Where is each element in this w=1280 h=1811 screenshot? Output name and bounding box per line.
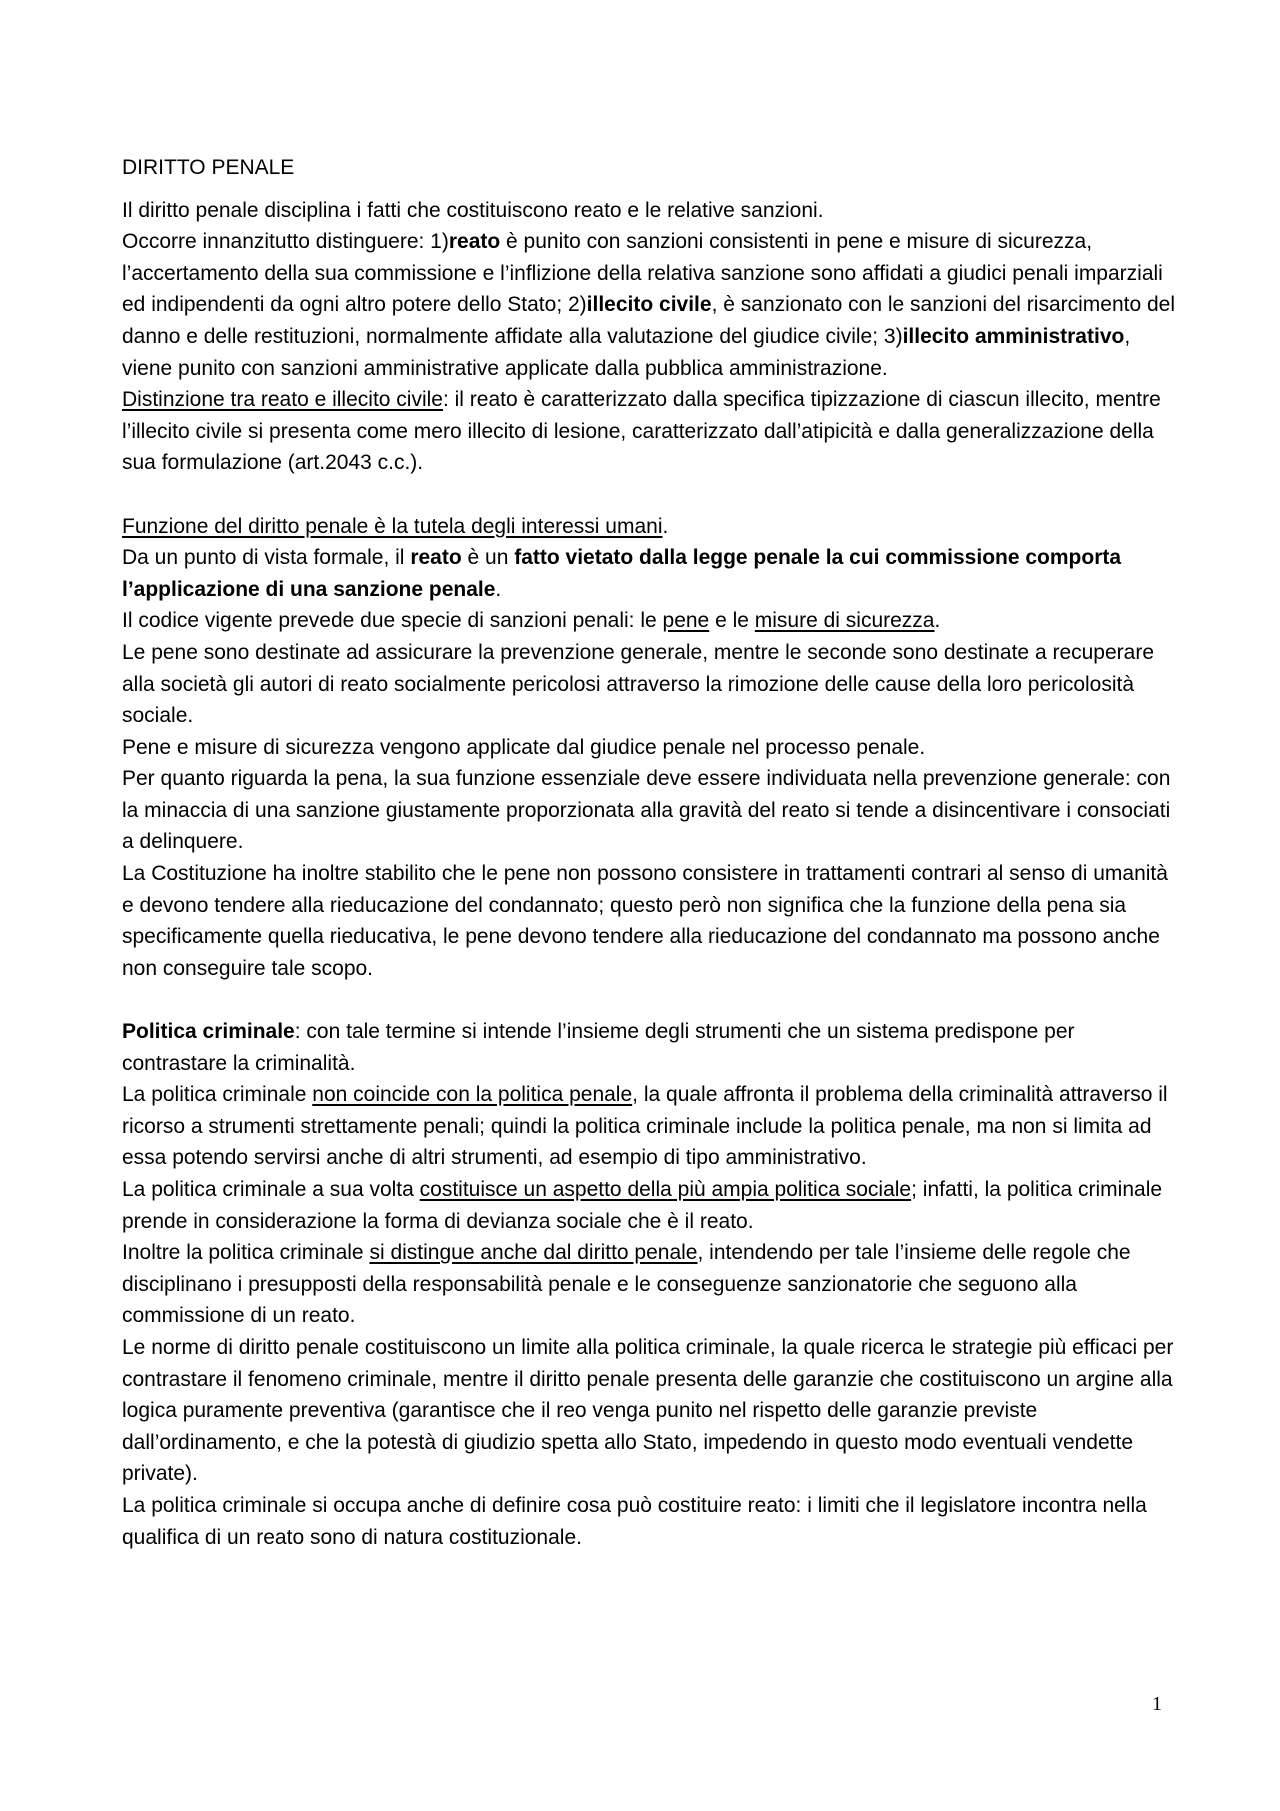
paragraph-pene: Le pene sono destinate ad assicurare la prevenzione generale, mentre le seconde sono destinate a recuperare alla società gli autori di reato socialmente pericolosi attraverso la rimozione delle cause della loro pericolosità sociale. <box>122 640 1155 728</box>
underlined-term-misure: misure di sicurezza <box>754 609 935 633</box>
underlined-heading: Distinzione tra reato e illecito civile <box>122 388 443 412</box>
paragraph-reato-formale: Da un punto di vista formale, il reato è un fatto vietato dalla legge penale la cui commissione comporta l’applicazione di una sanzione penale. <box>122 546 1122 601</box>
paragraph-funzione: Funzione del diritto penale è la tutela degli interessi umani. <box>122 514 669 538</box>
paragraph-norme: Le norme di diritto penale costituiscono un limite alla politica criminale, la quale ricerca le strategie più efficaci per contrastare il fenomeno criminale, mentre il diritto penale presenta delle garanzie che costituiscono un argine alla logica puramente preventiva (garantisce che il reo venga punito nel rispetto delle garanzie previste dall’ordinamento, e che la potestà di giudizio spetta allo Stato, impedendo in questo modo eventuali vendette private). <box>122 1335 1174 1486</box>
term-illecito-amministrativo: illecito amministrativo <box>902 324 1125 348</box>
paragraph-gap <box>122 479 1182 511</box>
paragraph-applicazione: Pene e misure di sicurezza vengono applicate dal giudice penale nel processo penale. <box>122 735 926 759</box>
paragraph-limiti: La politica criminale si occupa anche di definire cosa può costituire reato: i limiti che il legislatore incontra nella qualifica di un reato sono di natura costituzionale. <box>122 1493 1147 1549</box>
underlined-phrase: si distingue anche dal diritto penale <box>369 1241 698 1265</box>
paragraph-gap <box>122 984 1182 1016</box>
underlined-phrase: non coincide con la politica penale <box>312 1083 633 1107</box>
underlined-term-pene: pene <box>662 609 710 633</box>
term-fatto-vietato: fatto vietato dalla legge penale la cui commissione comporta l’applicazione di una sanzione penale <box>122 546 1122 601</box>
paragraph-politica-penale: La politica criminale non coincide con la politica penale, la quale affronta il problema della criminalità attraverso il ricorso a strumenti strettamente penali; quindi la politica criminale include la politica penale, ma non si limita ad essa potendo servirsi anche di altri strumenti, ad esempio di tipo amministrativo. <box>122 1083 1168 1170</box>
paragraph-costituzione: La Costituzione ha inoltre stabilito che le pene non possono consistere in trattamenti contrari al senso di umanità e devono tendere alla rieducazione del condannato; questo però non significa che la funzione della pena sia specificamente quella rieducativa, le pene devono tendere alla rieducazione del condannato ma possono anche non conseguire tale scopo. <box>122 862 1168 980</box>
paragraph-politica-sociale: La politica criminale a sua volta costituisce un aspetto della più ampia politica sociale; infatti, la politica criminale prende in considerazione la forma di devianza sociale che è il reato. <box>122 1178 1163 1233</box>
page-title: DIRITTO PENALE <box>122 156 295 179</box>
page-content <box>122 152 1182 1553</box>
underlined-phrase: costituisce un aspetto della più ampia politica sociale <box>419 1178 912 1201</box>
paragraph-definition: Il diritto penale disciplina i fatti che costituiscono reato e le relative sanzioni. <box>122 198 824 222</box>
term-reato: reato <box>410 546 462 570</box>
underlined-heading: Funzione del diritto penale è la tutela degli interessi umani <box>122 514 663 538</box>
paragraph-funzione-pena: Per quanto riguarda la pena, la sua funzione essenziale deve essere individuata nella prevenzione generale: con la minaccia di una sanzione giustamente proporzionata alla gravità del reato si tende a disincentivare i consociati a delinquere. <box>122 767 1171 854</box>
paragraph-reato-vs-illecito-civile: Distinzione tra reato e illecito civile: il reato è caratterizzato dalla specifica tipizzazione di ciascun illecito, mentre l’illecito civile si presenta come mero illecito di lesione, caratterizzato dall’atipicità e dalla generalizzazione della sua formulazione (art.2043 c.c.). <box>122 388 1161 475</box>
term-illecito-civile: illecito civile <box>586 293 712 317</box>
term-politica-criminale: Politica criminale <box>122 1020 295 1044</box>
page-number: 1 <box>1152 1693 1162 1715</box>
paragraph-distinctions: Occorre innanzitutto distinguere: 1)reato è punito con sanzioni consistenti in pene e misure di sicurezza, l’accertamento della sua commissione e l’inflizione della relativa sanzione sono affidati a giudici penali imparziali ed indipendenti da ogni altro potere dello Stato; 2)illecito civile, è sanzionato con le sanzioni del risarcimento del danno e delle restituzioni, normalmente affidate alla valutazione del giudice civile; 3)illecito amministrativo, viene punito con sanzioni amministrative applicate dalla pubblica amministrazione. <box>122 230 1176 380</box>
term-reato: reato <box>448 230 501 254</box>
paragraph-politica-criminale: Politica criminale: con tale termine si intende l’insieme degli strumenti che un sistema predispone per contrastare la criminalità. <box>122 1020 1075 1075</box>
paragraph-diritto-penale: Inoltre la politica criminale si distingue anche dal diritto penale, intendendo per tale l’insieme delle regole che disciplinano i presupposti della responsabilità penale e le conseguenze sanzionatorie che seguono alla commissione di un reato. <box>122 1241 1131 1328</box>
paragraph-sanzioni: Il codice vigente prevede due specie di sanzioni penali: le pene e le misure di sicurezza. <box>122 609 941 633</box>
